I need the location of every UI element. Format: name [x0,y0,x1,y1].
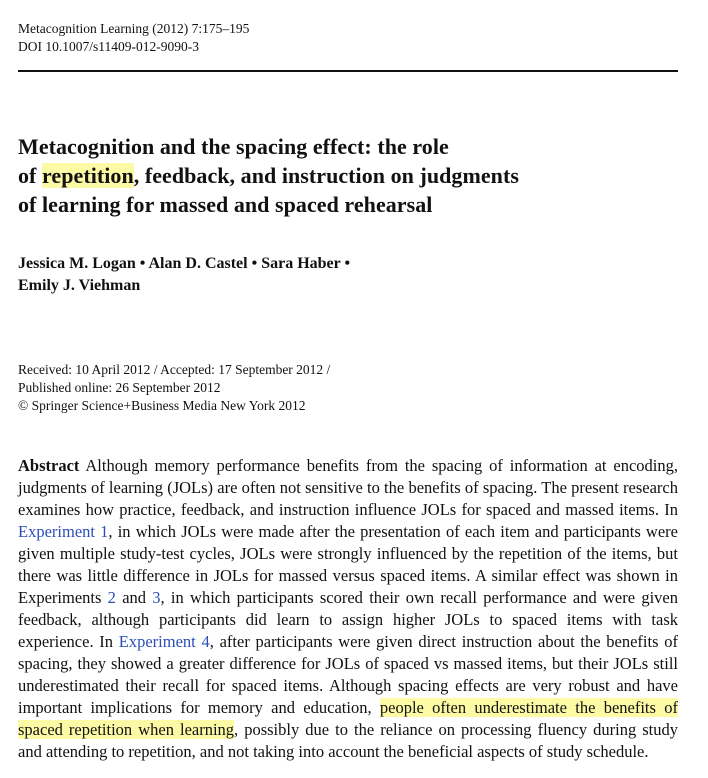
abstract-text-1: Although memory performance benefits from the spacing of information at encoding, judgments of learning (JOLs) are often not sensitive to the benefits of spacing. The present research examines how practice, feedback, and instruction influence JOLs for spaced and massed items. In [18,456,678,519]
title-line-2 [18,161,680,190]
publication-dates [18,361,680,415]
copyright: © Springer Science+Business Media New York 2012 [18,398,306,413]
journal-header [18,20,680,56]
title-highlight: repetition [41,163,134,188]
authors-line-2: Emily J. Viehman [18,277,141,294]
abstract-text-2: , in which JOLs were made after the presentation of each item and participants were given multiple study-test cycles, JOLs were strongly influenced by the repetition of the items, but there was little difference in JOLs for massed versus spaced items. A similar effect was shown in Experiments [18,522,678,607]
abstract [18,455,678,763]
title-line-3: of learning for massed and spaced rehearsal [18,192,433,217]
authors-line-1: Jessica M. Logan • Alan D. Castel • Sara Haber • [18,255,351,272]
title-line-2-prefix: of [18,163,42,188]
title-line-2-suffix: , feedback, and instruction on judgments [133,163,519,188]
experiment-2-link[interactable]: 2 [107,588,116,607]
paper-page [18,20,680,763]
abstract-text-5: , after participants were given direct instruction about the benefits of spacing, they showed a greater difference for JOLs of spaced vs massed items, but their JOLs still underestimated their recall for spaced items. Although spacing effects are very robust and have important implications for memory and education, [18,632,678,717]
author-list [18,253,680,297]
journal-citation: Metacognition Learning (2012) 7:175–195 [18,21,250,36]
paper-title [18,132,680,219]
published-online: Published online: 26 September 2012 [18,380,221,395]
received-accepted: Received: 10 April 2012 / Accepted: 17 September 2012 / [18,362,331,377]
abstract-text-6: , possibly due to the reliance on processing fluency during study and attending to repetition, and not taking into account the beneficial aspects of study schedule. [18,720,678,761]
abstract-text-3: and [115,588,153,607]
abstract-highlight: people often underestimate the benefits of spaced repetition when learning [18,698,678,739]
doi: DOI 10.1007/s11409-012-9090-3 [18,39,199,54]
experiment-4-link[interactable]: Experiment 4 [118,632,210,651]
abstract-text-4: , in which participants scored their own recall performance and were given feedback, although participants did learn to assign higher JOLs to spaced items with task experience. In [18,588,678,651]
experiment-3-link[interactable]: 3 [152,588,161,607]
experiment-1-link[interactable]: Experiment 1 [18,522,109,541]
abstract-label: Abstract [18,456,80,475]
header-rule [18,70,678,72]
title-line-1: Metacognition and the spacing effect: the role [18,134,449,159]
